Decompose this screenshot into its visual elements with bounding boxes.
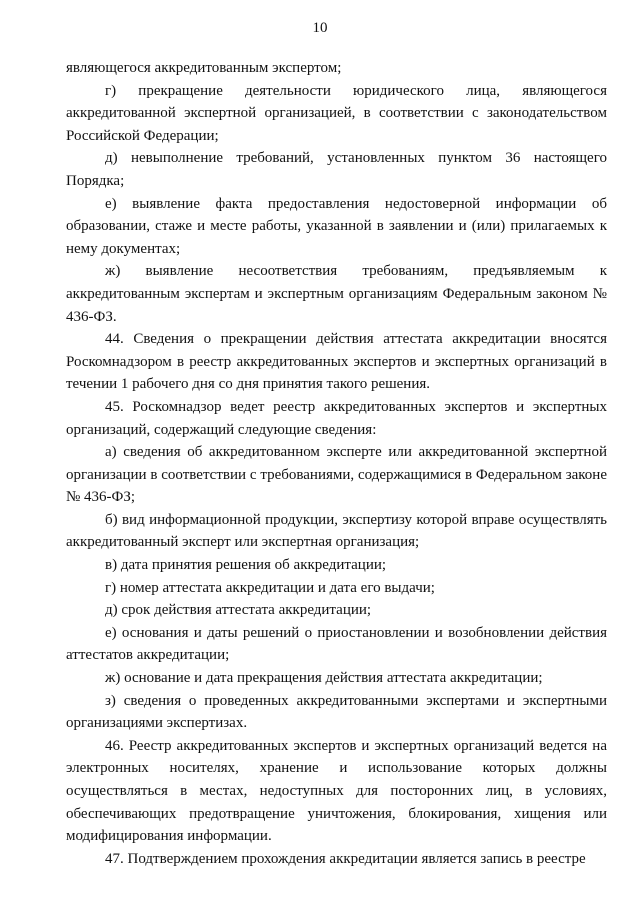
paragraph-45: 45. Роскомнадзор ведет реестр аккредитованных экспертов и экспертных организаций, содержащий следующие сведения:	[66, 398, 607, 438]
paragraph-46: 46. Реестр аккредитованных экспертов и экспертных организаций ведется на электронных носителях, хранение и использование которых должны осуществляться в местах, недоступных для посторонних лиц, в условиях, обеспечивающих предотвращение уничтожения, блокирования, хищения или модифицирования информации.	[66, 737, 607, 845]
document-body	[66, 57, 607, 870]
paragraph-47: 47. Подтверждением прохождения аккредитации является запись в реестре	[105, 850, 586, 867]
paragraph-45-b: б) вид информационной продукции, экспертизу которой вправе осуществлять аккредитованный эксперт или экспертная организация;	[66, 511, 607, 551]
paragraph-45-d: д) срок действия аттестата аккредитации;	[105, 602, 372, 619]
paragraph-item-e: е) выявление факта предоставления недостоверной информации об образовании, стаже и месте работы, указанной в заявлении и (или) прилагаемых к нему документах;	[66, 195, 607, 257]
paragraph-45-a: а) сведения об аккредитованном эксперте или аккредитованной экспертной организации в соответствии с требованиями, содержащимися в Федеральном законе № 436-ФЗ;	[66, 444, 607, 506]
paragraph-45-g: г) номер аттестата аккредитации и дата его выдачи;	[105, 579, 435, 596]
paragraph-45-e: е) основания и даты решений о приостановлении и возобновлении действия аттестатов аккредитации;	[66, 624, 607, 664]
paragraph-44: 44. Сведения о прекращении действия аттестата аккредитации вносятся Роскомнадзором в реестр аккредитованных экспертов и экспертных организаций в течении 1 рабочего дня со дня принятия такого решения.	[66, 331, 607, 393]
paragraph-continuation: являющегося аккредитованным экспертом;	[66, 60, 342, 76]
paragraph-item-zh: ж) выявление несоответствия требованиям, предъявляемым к аккредитованным экспертам и экспертным организациям Федеральным законом № 436-ФЗ.	[66, 263, 607, 325]
paragraph-45-zh: ж) основание и дата прекращения действия аттестата аккредитации;	[105, 670, 543, 687]
paragraph-item-d: д) невыполнение требований, установленных пунктом 36 настоящего Порядка;	[66, 150, 607, 189]
paragraph-45-v: в) дата принятия решения об аккредитации;	[105, 557, 387, 574]
paragraph-45-z: з) сведения о проведенных аккредитованными экспертами и экспертными организациями экспертизах.	[66, 692, 607, 732]
paragraph-item-g: г) прекращение деятельности юридического лица, являющегося аккредитованной экспертной организацией, в соответствии с законодательством Российской Федерации;	[66, 82, 607, 144]
page-number: 10	[312, 20, 328, 36]
